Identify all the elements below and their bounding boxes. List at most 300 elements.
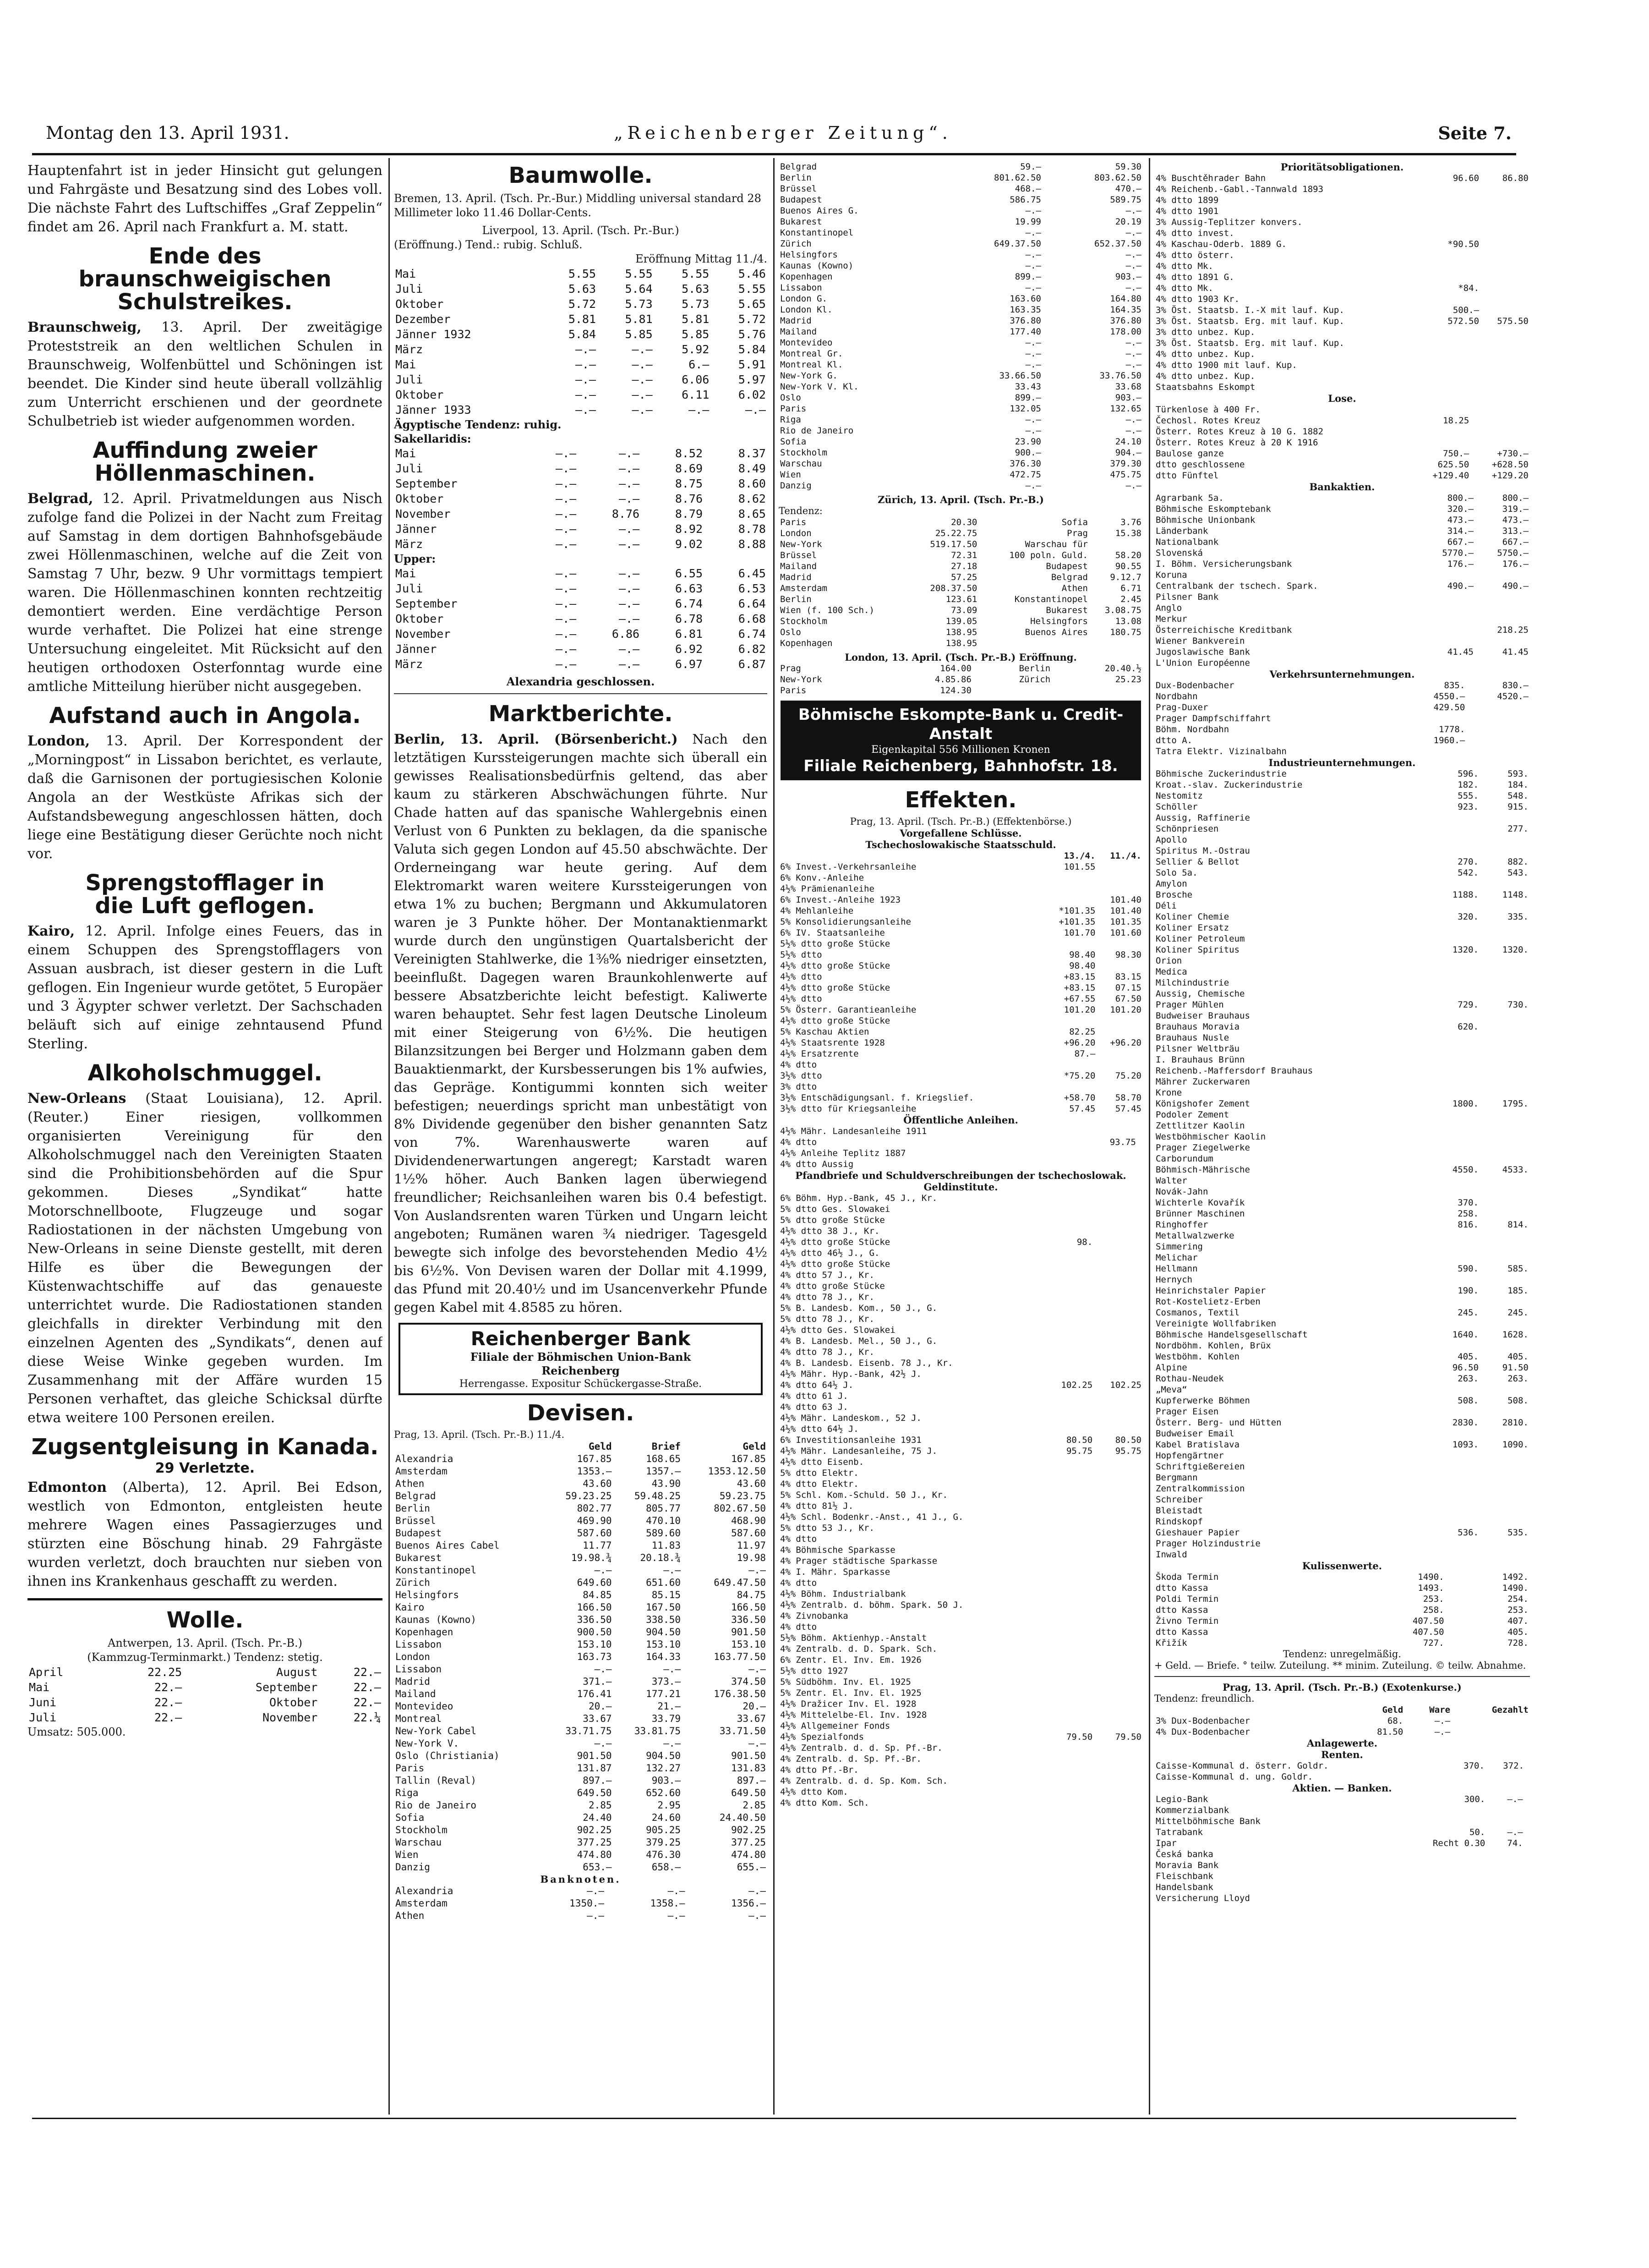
row-value: 474.80 xyxy=(731,1849,766,1860)
row-value xyxy=(1486,1893,1524,1904)
row-value: 370. xyxy=(1458,1198,1479,1208)
row-label: Lissabon xyxy=(780,283,822,293)
tendency-note: Tendenz: unregelmäßig. xyxy=(1283,1649,1401,1660)
row-label: 4% B. Landesb. Mel., 50 J., G. xyxy=(780,1336,938,1346)
row-value: 1353.— xyxy=(577,1466,612,1477)
row-label: 4% dtto 64½ J. xyxy=(780,1380,854,1390)
row-value xyxy=(1137,1126,1143,1137)
row-label: 5% B. Landesb. Kom., 50 J., G. xyxy=(780,1303,938,1313)
liverpool-tendency: (Eröffnung.) Tend.: rubig. Schluß. xyxy=(394,238,583,251)
row-label: Metallwalzwerke xyxy=(1156,1231,1234,1241)
row-value xyxy=(1431,217,1480,228)
row-value: 102.25 xyxy=(1110,1380,1141,1390)
table-row xyxy=(1154,1395,1530,1406)
row-label: Mailand xyxy=(780,561,817,571)
row-value xyxy=(1430,823,1480,834)
row-value: 20.40.½ xyxy=(1104,663,1141,674)
row-value: 277. xyxy=(1507,824,1529,834)
row-label: Bleistadt xyxy=(1156,1506,1203,1516)
row-value: 138.95 xyxy=(945,638,977,648)
row-value: 131.87 xyxy=(577,1763,612,1774)
row-value: 25.22.75 xyxy=(935,528,977,538)
row-value: 905.25 xyxy=(646,1824,681,1835)
row-label: 4% dtto Elektr. xyxy=(780,1479,859,1489)
table-row xyxy=(779,1380,1143,1391)
row-value: 336.50 xyxy=(731,1614,766,1625)
row-label: Brauhaus Moravia xyxy=(1156,1022,1240,1032)
row-value: 377.25 xyxy=(731,1837,766,1848)
row-value: —.— xyxy=(556,627,577,641)
row-label: I. Brauhaus Brünn xyxy=(1156,1055,1245,1065)
row-value: 377.25 xyxy=(577,1837,612,1848)
table-row xyxy=(394,1626,767,1638)
row-value xyxy=(1480,1021,1530,1032)
row-label: Brauhaus Nusle xyxy=(1156,1033,1229,1043)
row-value xyxy=(1430,1241,1480,1252)
sakellaridis-label: Sakellaridis: xyxy=(394,432,471,445)
row-value: —.— xyxy=(587,1910,605,1921)
table-row xyxy=(394,1824,767,1836)
table-row xyxy=(1154,856,1530,867)
row-value: 589.60 xyxy=(646,1528,681,1539)
table-row xyxy=(779,1643,1143,1654)
row-value: 245. xyxy=(1458,1308,1479,1318)
row-value: 57.45 xyxy=(1069,1104,1096,1114)
row-value: 96.50 xyxy=(1452,1363,1479,1373)
table-row xyxy=(1154,1043,1530,1054)
row-value: 80.50 xyxy=(1115,1435,1141,1445)
row-value: +58.70 xyxy=(1064,1093,1096,1103)
row-value xyxy=(1430,1142,1480,1153)
row-value: 6.74 xyxy=(675,597,703,610)
row-label: Mittelböhmische Bank xyxy=(1156,1816,1261,1826)
row-label: Österr. Rotes Kreuz à 20 K 1916 xyxy=(1156,438,1318,448)
cotton-table-2 xyxy=(394,446,767,552)
row-value xyxy=(1420,614,1475,625)
article: Braunschweig, 13. April. Der zweitägige Proteststreik an den weltlichen Schulen in Braunschweig, Wolfenbüttel und Schöningen ist beendet. Die Kinder sind heute überall vollzählig zum Unterricht erschienen und der geordnete Schulbetrieb ist wieder aufgenommen worden. xyxy=(27,319,382,429)
row-value: 335. xyxy=(1507,912,1529,922)
row-value xyxy=(1374,1882,1487,1893)
row-value xyxy=(1097,1026,1143,1037)
table-row xyxy=(394,1849,767,1861)
row-label: Oslo (Christiania) xyxy=(395,1750,500,1761)
row-value: 542. xyxy=(1458,868,1479,878)
table-row xyxy=(779,436,1143,447)
row-label: dtto Kassa xyxy=(1156,1627,1208,1637)
row-value: +96.20 xyxy=(1064,1038,1096,1048)
row-label: 4½% Schl. Bodenkr.-Anst., 41 J., G. xyxy=(780,1512,964,1522)
row-value: —.— xyxy=(1507,1794,1523,1804)
row-label: 4% Prager städtische Sparkasse xyxy=(780,1556,938,1566)
table-row xyxy=(1154,272,1530,283)
row-value xyxy=(978,638,1089,649)
row-label: Pilsner Weltbräu xyxy=(1156,1044,1240,1054)
row-label: Berlin xyxy=(780,173,812,183)
table-row xyxy=(394,1750,767,1762)
table-header xyxy=(394,1441,767,1453)
table-row xyxy=(394,1490,767,1502)
row-label: Rio de Janeiro xyxy=(395,1800,477,1811)
row-value: 24.60 xyxy=(651,1812,681,1823)
row-value xyxy=(1430,955,1480,966)
row-value xyxy=(1480,1043,1530,1054)
table-row xyxy=(1154,1076,1530,1087)
row-value: 379.30 xyxy=(1110,459,1141,469)
row-label: Koliner Spiritus xyxy=(1156,945,1240,955)
row-value xyxy=(1045,1303,1094,1314)
row-value: 730. xyxy=(1507,1000,1529,1010)
exoten-tendency: Tendenz: freundlich. xyxy=(1154,1693,1255,1704)
row-value: —.— xyxy=(618,477,640,490)
row-value: 20.19 xyxy=(1115,217,1141,227)
row-value xyxy=(1430,878,1480,889)
row-value: —.— xyxy=(663,1738,681,1749)
row-value xyxy=(1486,1816,1524,1827)
row-value xyxy=(1137,1148,1143,1159)
row-value: —.— xyxy=(1125,228,1141,238)
row-value: 20.— xyxy=(743,1701,766,1712)
row-value: 1356.— xyxy=(731,1898,766,1909)
row-value: —.— xyxy=(556,582,577,595)
row-value: 903.— xyxy=(1115,272,1141,282)
row-value xyxy=(1079,1159,1137,1170)
table-row xyxy=(1154,437,1530,448)
row-value: 373.— xyxy=(651,1676,681,1687)
table-row xyxy=(394,506,767,521)
row-value xyxy=(1043,872,1097,883)
row-label: Madrid xyxy=(780,572,812,582)
table-row xyxy=(779,348,1143,359)
row-value: 57.45 xyxy=(1115,1104,1141,1114)
subsection-title: Prioritätsobligationen. xyxy=(1280,161,1404,173)
row-value: Zürich xyxy=(1019,674,1051,685)
row-value: —.— xyxy=(632,343,653,356)
row-label: 5½% dtto xyxy=(780,950,822,960)
row-label: September xyxy=(395,477,458,490)
row-label: Kopenhagen xyxy=(395,1627,453,1638)
table-row xyxy=(1154,1164,1530,1175)
row-value: 652.60 xyxy=(646,1787,681,1798)
row-value xyxy=(1097,1081,1143,1092)
row-value xyxy=(1097,960,1143,971)
row-label: 4% Zivnobanka xyxy=(780,1611,848,1621)
row-value: 587.60 xyxy=(731,1528,766,1539)
subsection-title: Verkehrsunternehmungen. xyxy=(1269,668,1415,680)
row-label: 4% Zentralb. d. Sp. Pf.-Br. xyxy=(780,1754,922,1764)
table-row xyxy=(1154,889,1530,900)
column-divider xyxy=(388,158,390,2115)
row-value xyxy=(1094,1611,1143,1622)
row-value: 319.— xyxy=(1502,504,1529,514)
row-label: Madrid xyxy=(780,316,812,326)
row-value: 729. xyxy=(1458,1000,1479,1010)
row-value: 4533. xyxy=(1502,1165,1529,1175)
row-value: 405. xyxy=(1458,1352,1479,1362)
row-label: Fleischbank xyxy=(1156,1871,1213,1881)
row-label: 4% dtto 78 J., Kr. xyxy=(780,1292,874,1302)
table-row xyxy=(779,627,1143,638)
table-row xyxy=(779,949,1143,960)
table-row xyxy=(779,1004,1143,1015)
table-row xyxy=(779,447,1143,458)
row-value: 25.23 xyxy=(1115,674,1141,685)
row-value: 59.30 xyxy=(1115,162,1141,172)
row-value xyxy=(1524,1794,1530,1805)
row-label: 4% dtto Kom. Sch. xyxy=(780,1798,869,1808)
row-value xyxy=(1480,1406,1530,1417)
row-value xyxy=(1374,1860,1487,1871)
row-label: 4% dtto 57 J., Kr. xyxy=(780,1270,874,1280)
row-value xyxy=(1045,1589,1094,1600)
headline: Ende des braunschweigischen Schulstreikes. xyxy=(78,243,332,315)
table-row xyxy=(779,938,1143,949)
row-value xyxy=(1094,1687,1143,1698)
row-value: 590. xyxy=(1458,1264,1479,1274)
table-row xyxy=(779,1556,1143,1567)
row-value: 903.— xyxy=(1115,393,1141,403)
row-value: 19.99 xyxy=(1015,217,1041,227)
effekten-table-3 xyxy=(779,1193,1143,1808)
zurich-title: Zürich, 13. April. (Tsch. Pr.-B.) xyxy=(878,494,1044,505)
row-value xyxy=(1045,1720,1094,1731)
row-value: 1090. xyxy=(1502,1440,1529,1450)
row-label: 4% dtto 61 J. xyxy=(780,1391,848,1401)
header-title: „Reichenberger Zeitung“. xyxy=(614,123,952,143)
row-label: 4½% Allgemeiner Fonds xyxy=(780,1721,890,1731)
row-label: Mai xyxy=(29,1681,50,1694)
table-row xyxy=(1154,371,1530,382)
row-label: Heinrichstaler Papier xyxy=(1156,1286,1266,1296)
row-value: 8.60 xyxy=(738,477,766,490)
table-row xyxy=(1154,382,1530,393)
row-value xyxy=(1097,938,1143,949)
row-label: Kopenhagen xyxy=(780,272,833,282)
row-value xyxy=(1045,1347,1094,1358)
row-value: 902.25 xyxy=(577,1824,612,1835)
row-label: 4½% Mähr. Landeskom., 52 J. xyxy=(780,1413,922,1423)
renten-table xyxy=(1154,1760,1530,1782)
row-value: +83.15 xyxy=(1064,983,1096,993)
row-label: 4% Mehlanleihe xyxy=(780,906,854,916)
row-value xyxy=(1431,294,1480,305)
row-value: —.— xyxy=(1434,1716,1451,1726)
row-value xyxy=(1475,657,1530,668)
row-value xyxy=(1430,1153,1480,1164)
row-value: 22.— xyxy=(154,1711,182,1724)
row-value: 2830. xyxy=(1452,1418,1479,1428)
row-value: 519.17.50 xyxy=(930,539,977,549)
table-row xyxy=(779,572,1143,583)
table-row xyxy=(1154,1054,1530,1065)
table-row xyxy=(1154,1065,1530,1076)
upper-label: Upper: xyxy=(394,552,436,565)
header-cell: 13./4. xyxy=(1064,851,1096,861)
market-subtitle: Antwerpen, 13. April. (Tsch. Pr.-B.) xyxy=(108,1637,302,1649)
row-value: 667.— xyxy=(1502,537,1529,547)
row-label: Česká banka xyxy=(1156,1849,1213,1859)
row-value: —.— xyxy=(618,447,640,460)
table-row xyxy=(779,370,1143,381)
row-label: Kairo xyxy=(395,1602,425,1613)
table-row xyxy=(394,581,767,596)
row-value: 1188. xyxy=(1452,890,1479,900)
row-label: März xyxy=(395,343,423,356)
table-row xyxy=(394,1676,767,1688)
table-row xyxy=(1154,1450,1530,1461)
table-row xyxy=(1154,1726,1530,1737)
kulissen-table xyxy=(1154,1572,1530,1649)
table-row xyxy=(394,1836,767,1849)
row-value: 1800. xyxy=(1452,1099,1479,1109)
row-value xyxy=(1480,845,1530,856)
table-row xyxy=(1154,1274,1530,1285)
row-value xyxy=(1403,746,1467,757)
row-value: 27.18 xyxy=(951,561,977,571)
row-label: 3½% dtto xyxy=(780,1071,822,1081)
table-row xyxy=(779,1578,1143,1589)
row-value xyxy=(1094,1523,1143,1534)
row-value xyxy=(1486,1771,1525,1782)
row-value: 182. xyxy=(1458,780,1479,790)
row-label: Budweiser Brauhaus xyxy=(1156,1011,1250,1021)
bremen-quote: Bremen, 13. April. (Tsch. Pr.-Bur.) Middling universal standard 28 Millimeter loko 11.46 Dollar-Cents. xyxy=(394,192,761,219)
row-value: 22.— xyxy=(353,1696,381,1709)
row-value: 4520.— xyxy=(1497,691,1529,701)
table-row xyxy=(779,271,1143,282)
row-value: —.— xyxy=(748,1910,766,1921)
table-row xyxy=(394,1564,767,1577)
row-value: 22.— xyxy=(154,1681,182,1694)
table-row xyxy=(779,1048,1143,1059)
row-value: 1358.— xyxy=(650,1898,685,1909)
table-row xyxy=(1154,537,1530,548)
row-value: 131.83 xyxy=(731,1763,766,1774)
table-row xyxy=(779,1446,1143,1457)
row-value: 5.55 xyxy=(568,267,596,280)
row-value xyxy=(1431,382,1480,393)
table-row xyxy=(779,1654,1143,1665)
row-value xyxy=(1431,272,1480,283)
cotton-table-3 xyxy=(394,566,767,672)
article: Kairo, 12. April. Infolge eines Feuers, das in einem Schuppen des Sprengstofflagers von Assuan ausbrach, ist dieser gestern in die Luft geflogen. Ein Ingenieur wurde getötet, 5 Europäer und 3 Ägypter schwer verletzt. Der Sachschaden beläuft sich auf einige zehntausend Pfund Sterling. xyxy=(27,923,382,1052)
row-value: 84.85 xyxy=(583,1589,612,1600)
row-value xyxy=(1480,1087,1530,1098)
table-row xyxy=(1154,1838,1530,1849)
row-value: 190. xyxy=(1458,1286,1479,1296)
row-value: —.— xyxy=(618,492,640,505)
table-row xyxy=(1154,735,1530,746)
row-label: Türkenlose à 400 Fr. xyxy=(1156,405,1261,415)
row-value xyxy=(1045,1753,1094,1764)
row-value: —.— xyxy=(1434,1727,1451,1737)
row-label: Westböhmischer Kaolin xyxy=(1156,1132,1266,1142)
row-value xyxy=(1045,1742,1094,1753)
row-value: 168.65 xyxy=(646,1453,681,1464)
table-row xyxy=(779,550,1143,561)
row-label: Juli xyxy=(395,282,423,296)
table-row xyxy=(779,1435,1143,1446)
row-value: 1353.12.50 xyxy=(708,1466,766,1477)
row-label: 5½% dtto große Stücke xyxy=(780,939,890,949)
row-value xyxy=(1480,1505,1530,1516)
row-value xyxy=(1430,1516,1480,1527)
row-value: —.— xyxy=(618,537,640,551)
row-label: 3% Dux-Bodenbacher xyxy=(1156,1716,1250,1726)
row-value: 5.84 xyxy=(738,343,766,356)
row-value xyxy=(1480,1032,1530,1043)
row-label: Moravia Bank xyxy=(1156,1860,1219,1870)
row-value xyxy=(1094,1303,1143,1314)
row-value: +101.35 xyxy=(1059,917,1096,927)
table-row xyxy=(779,1731,1143,1742)
row-label: 6% Investitionsanleihe 1931 xyxy=(780,1435,922,1445)
row-label: Ipar xyxy=(1156,1838,1177,1848)
row-label: London xyxy=(780,528,812,538)
table-row xyxy=(779,458,1143,469)
row-value: 625.50 xyxy=(1437,460,1469,470)
row-value: 649.37.50 xyxy=(994,239,1041,249)
table-row xyxy=(1154,1483,1530,1494)
row-value xyxy=(1045,1611,1094,1622)
table-row xyxy=(1154,548,1530,559)
table-row xyxy=(1154,1882,1530,1893)
row-label: Mährer Zuckerwaren xyxy=(1156,1077,1250,1087)
row-value: 263. xyxy=(1458,1374,1479,1384)
row-value xyxy=(1480,382,1530,393)
row-value xyxy=(1480,261,1530,272)
table-row xyxy=(779,1611,1143,1622)
table-row xyxy=(779,337,1143,348)
row-label: 3½% dtto für Kriegsanleihe xyxy=(780,1104,917,1114)
row-value xyxy=(1094,1468,1143,1479)
row-label: Böhmisch-Mährische xyxy=(1156,1165,1250,1175)
row-value: —.— xyxy=(1125,481,1141,491)
row-value: 33.68 xyxy=(1115,382,1141,392)
row-label: Poldi Termin xyxy=(1156,1594,1219,1604)
table-row xyxy=(779,1248,1143,1259)
row-value: November xyxy=(262,1711,318,1724)
row-value xyxy=(1466,746,1530,757)
row-label: Juni xyxy=(29,1696,57,1709)
row-value: 13.08 xyxy=(1115,616,1141,626)
table-row xyxy=(394,1799,767,1812)
row-value: —.— xyxy=(556,507,577,520)
table-row xyxy=(1154,1230,1530,1241)
row-label: Budweiser Email xyxy=(1156,1429,1234,1439)
table-row xyxy=(1154,834,1530,845)
row-value: 575.50 xyxy=(1497,316,1529,326)
row-value xyxy=(1094,1424,1143,1435)
row-label: 4½% Mittelelbe-El. Inv. 1928 xyxy=(780,1710,927,1720)
table-row xyxy=(394,1737,767,1750)
row-value: 816. xyxy=(1458,1220,1479,1230)
row-value xyxy=(1480,272,1530,283)
row-label: Madrid xyxy=(395,1676,430,1687)
row-label: Spiritus M.-Ostrau xyxy=(1156,846,1250,856)
row-value xyxy=(1431,206,1480,217)
row-value xyxy=(1430,1494,1480,1505)
row-label: 4½% dtto große Stücke xyxy=(780,961,890,971)
row-value: 153.10 xyxy=(731,1639,766,1650)
row-value: 620. xyxy=(1458,1022,1479,1032)
table-row xyxy=(779,1742,1143,1753)
row-value: 6.86 xyxy=(612,627,640,641)
row-value: 904.50 xyxy=(646,1750,681,1761)
bank-advertisement-2: Böhmische Eskompte-Bank u. Credit-Anstalt Eigenkapital 556 Millionen Kronen Filiale Reichenberg, Bahnhofstr. 18. xyxy=(781,701,1141,780)
cotton-table-1 xyxy=(394,266,767,417)
row-value: —.— xyxy=(632,358,653,371)
table-row xyxy=(1154,944,1530,955)
